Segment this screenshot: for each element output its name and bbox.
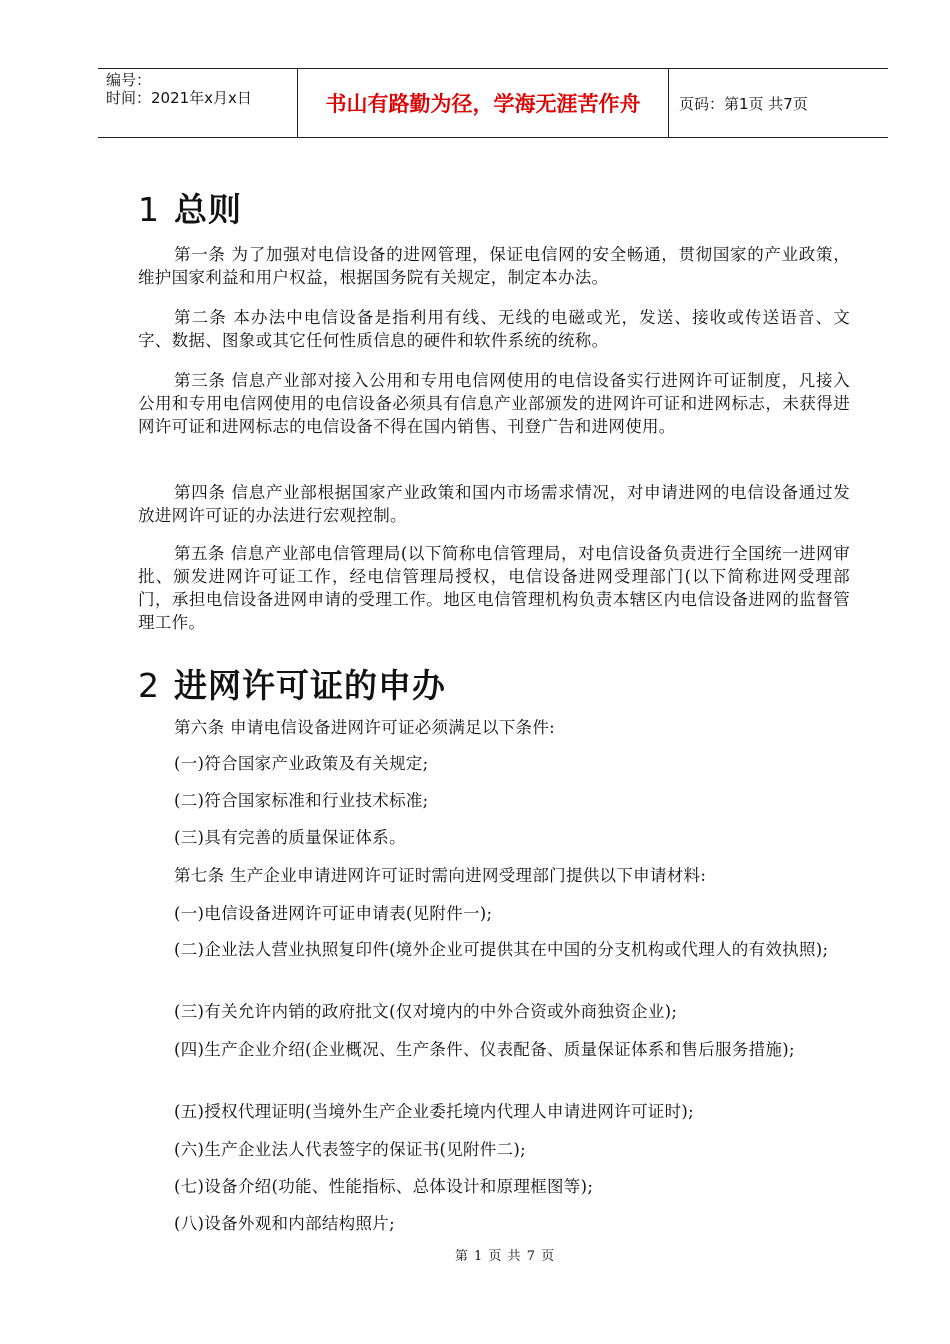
section-heading-1: [138, 184, 242, 231]
list-item: (四)生产企业介绍(企业概况、生产条件、仪表配备、质量保证体系和售后服务措施);: [174, 1040, 795, 1059]
paragraph: 第六条 申请电信设备进网许可证必须满足以下条件:: [174, 718, 556, 737]
page-footer: 第 1 页 共 7 页: [454, 1249, 556, 1264]
section-heading-2: [138, 660, 446, 707]
list-item: (二)符合国家标准和行业技术标准;: [174, 791, 429, 810]
paragraph: 第一条 为了加强对电信设备的进网管理，保证电信网的安全畅通，贯彻国家的产业政策，维护国家利益和用户权益，根据国务院有关规定，制定本办法。: [138, 245, 850, 287]
paragraph: 第四条 信息产业部根据国家产业政策和国内市场需求情况，对申请进网的电信设备通过发放进网许可证的办法进行宏观控制。: [138, 483, 850, 525]
list-item: (八)设备外观和内部结构照片;: [174, 1214, 395, 1233]
paragraph: 第七条 生产企业申请进网许可证时需向进网受理部门提供以下申请材料:: [174, 866, 707, 885]
header-page-info: 页码：第1页 共7页: [679, 94, 808, 113]
paragraph: 第三条 信息产业部对接入公用和专用电信网使用的电信设备实行进网许可证制度，凡接入公用和专用电信网使用的电信设备必须具有信息产业部颁发的进网许可证和进网标志，未获得进网许可证和进网标志的电信设备不得在国内销售、刊登广告和进网使用。: [138, 371, 850, 436]
paragraph: 第五条 信息产业部电信管理局(以下简称电信管理局，对电信设备负责进行全国统一进网审批、颁发进网许可证工作，经电信管理局授权，电信设备进网受理部门(以下简称进网受理部门，承担电信设备进网申请的受理工作。地区电信管理机构负责本辖区内电信设备进网的监督管理工作。: [138, 544, 850, 632]
list-item: (一)符合国家产业政策及有关规定;: [174, 754, 429, 773]
list-item: (六)生产企业法人代表签字的保证书(见附件二);: [174, 1140, 527, 1159]
list-item: (三)具有完善的质量保证体系。: [174, 828, 406, 847]
section-title: 总则: [174, 190, 242, 229]
serial-label: 编号：: [106, 71, 152, 89]
list-item: (一)电信设备进网许可证申请表(见附件一);: [174, 904, 493, 923]
paragraph: 第二条 本办法中电信设备是指利用有线、无线的电磁或光，发送、接收或传送语音、文字、数据、图象或其它任何性质信息的硬件和软件系统的统称。: [138, 308, 850, 350]
section-number: 2: [138, 666, 160, 705]
list-item: (七)设备介绍(功能、性能指标、总体设计和原理框图等);: [174, 1177, 594, 1196]
list-item: (三)有关允许内销的政府批文(仅对境内的中外合资或外商独资企业);: [174, 1002, 678, 1021]
page-header: [98, 68, 888, 138]
time-label: 时间：2021年x月x日: [106, 89, 252, 107]
header-meta: [98, 69, 298, 137]
section-title: 进网许可证的申办: [174, 666, 446, 705]
list-item: (二)企业法人营业执照复印件(境外企业可提供其在中国的分支机构或代理人的有效执照);: [174, 940, 829, 959]
section-number: 1: [138, 190, 160, 229]
list-item: (五)授权代理证明(当境外生产企业委托境内代理人申请进网许可证时);: [174, 1102, 695, 1121]
header-motto: 书山有路勤为径，学海无涯苦作舟: [298, 69, 669, 137]
